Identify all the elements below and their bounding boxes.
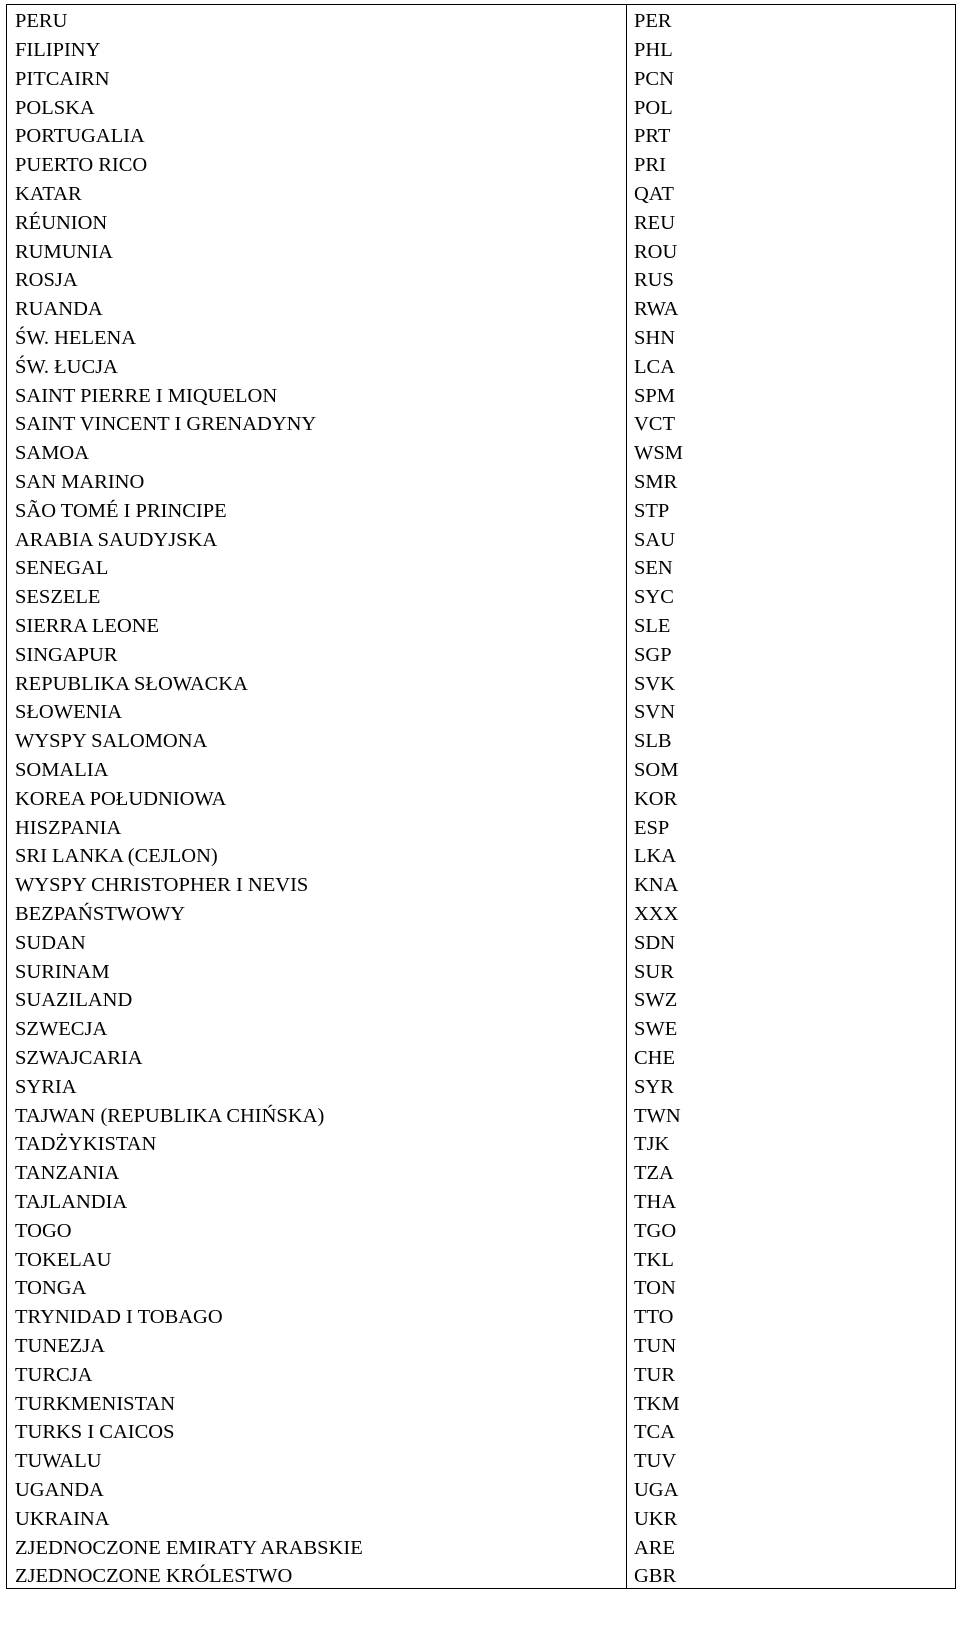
country-name-cell: TADŻYKISTAN — [7, 1128, 627, 1157]
country-code-cell: SWZ — [627, 984, 956, 1013]
table-row — [7, 897, 956, 926]
country-name-cell: TUWALU — [7, 1444, 627, 1473]
country-name-cell: RUMUNIA — [7, 235, 627, 264]
table-row — [7, 840, 956, 869]
country-name-cell: PERU — [7, 5, 627, 34]
country-code-cell: SLE — [627, 609, 956, 638]
country-code-cell: SVN — [627, 696, 956, 725]
country-code-cell: TCA — [627, 1416, 956, 1445]
country-name-cell: TAJLANDIA — [7, 1185, 627, 1214]
country-name-cell: SAMOA — [7, 436, 627, 465]
country-name-cell: SAN MARINO — [7, 465, 627, 494]
country-name-cell: RÉUNION — [7, 206, 627, 235]
country-code-cell: SHN — [627, 321, 956, 350]
table-row — [7, 177, 956, 206]
country-name-cell: SOMALIA — [7, 753, 627, 782]
table-row — [7, 724, 956, 753]
table-row — [7, 696, 956, 725]
country-code-cell: TUV — [627, 1444, 956, 1473]
table-row — [7, 580, 956, 609]
country-name-cell: KATAR — [7, 177, 627, 206]
country-name-cell: SŁOWENIA — [7, 696, 627, 725]
country-code-cell: SPM — [627, 379, 956, 408]
table-row — [7, 609, 956, 638]
country-name-cell: ZJEDNOCZONE EMIRATY ARABSKIE — [7, 1531, 627, 1560]
country-name-cell: UGANDA — [7, 1473, 627, 1502]
table-row — [7, 753, 956, 782]
country-name-cell: REPUBLIKA SŁOWACKA — [7, 667, 627, 696]
country-code-cell: ESP — [627, 811, 956, 840]
country-name-cell: SURINAM — [7, 955, 627, 984]
country-name-cell: WYSPY CHRISTOPHER I NEVIS — [7, 868, 627, 897]
country-code-cell: SMR — [627, 465, 956, 494]
country-name-cell: SUDAN — [7, 926, 627, 955]
country-code-cell: SLB — [627, 724, 956, 753]
country-name-cell: TOKELAU — [7, 1243, 627, 1272]
country-code-cell: RWA — [627, 292, 956, 321]
country-code-cell: TZA — [627, 1156, 956, 1185]
table-row — [7, 1156, 956, 1185]
table-row — [7, 955, 956, 984]
country-name-cell: SZWECJA — [7, 1012, 627, 1041]
table-row — [7, 465, 956, 494]
country-name-cell: SAINT VINCENT I GRENADYNY — [7, 408, 627, 437]
country-name-cell: SENEGAL — [7, 552, 627, 581]
table-row — [7, 494, 956, 523]
country-name-cell: WYSPY SALOMONA — [7, 724, 627, 753]
table-row — [7, 148, 956, 177]
table-row — [7, 350, 956, 379]
country-code-cell: PER — [627, 5, 956, 34]
country-code-cell: TGO — [627, 1214, 956, 1243]
country-code-cell: SYC — [627, 580, 956, 609]
country-name-cell: RUANDA — [7, 292, 627, 321]
country-code-cell: VCT — [627, 408, 956, 437]
country-name-cell: SZWAJCARIA — [7, 1041, 627, 1070]
country-name-cell: UKRAINA — [7, 1502, 627, 1531]
country-name-cell: TRYNIDAD I TOBAGO — [7, 1300, 627, 1329]
table-row — [7, 1502, 956, 1531]
country-code-cell: TON — [627, 1272, 956, 1301]
country-name-cell: KOREA POŁUDNIOWA — [7, 782, 627, 811]
country-name-cell: TURKMENISTAN — [7, 1387, 627, 1416]
country-name-cell: ARABIA SAUDYJSKA — [7, 523, 627, 552]
table-row — [7, 206, 956, 235]
country-name-cell: ŚW. HELENA — [7, 321, 627, 350]
country-name-cell: SIERRA LEONE — [7, 609, 627, 638]
country-code-cell: UKR — [627, 1502, 956, 1531]
country-code-cell: PRI — [627, 148, 956, 177]
country-code-cell: SVK — [627, 667, 956, 696]
country-name-cell: FILIPINY — [7, 33, 627, 62]
country-code-cell: SWE — [627, 1012, 956, 1041]
country-code-cell: RUS — [627, 264, 956, 293]
country-code-cell: LKA — [627, 840, 956, 869]
country-code-cell: PRT — [627, 120, 956, 149]
country-name-cell: PORTUGALIA — [7, 120, 627, 149]
table-row — [7, 984, 956, 1013]
table-row — [7, 1243, 956, 1272]
country-code-cell: THA — [627, 1185, 956, 1214]
country-name-cell: ŚW. ŁUCJA — [7, 350, 627, 379]
table-row — [7, 926, 956, 955]
country-code-cell: TKL — [627, 1243, 956, 1272]
table-row — [7, 1070, 956, 1099]
table-row — [7, 33, 956, 62]
country-name-cell: BEZPAŃSTWOWY — [7, 897, 627, 926]
country-name-cell: TUNEZJA — [7, 1329, 627, 1358]
country-code-cell: SOM — [627, 753, 956, 782]
country-code-cell: SAU — [627, 523, 956, 552]
table-row — [7, 1214, 956, 1243]
country-code-cell: SDN — [627, 926, 956, 955]
country-name-cell: SUAZILAND — [7, 984, 627, 1013]
country-code-cell: TJK — [627, 1128, 956, 1157]
country-name-cell: TURCJA — [7, 1358, 627, 1387]
country-name-cell: SYRIA — [7, 1070, 627, 1099]
country-name-cell: PITCAIRN — [7, 62, 627, 91]
country-code-table — [6, 4, 956, 1589]
table-row — [7, 292, 956, 321]
country-code-cell: TTO — [627, 1300, 956, 1329]
country-name-cell: SINGAPUR — [7, 638, 627, 667]
country-name-cell: SESZELE — [7, 580, 627, 609]
table-row — [7, 1300, 956, 1329]
country-code-cell: UGA — [627, 1473, 956, 1502]
country-code-cell: SEN — [627, 552, 956, 581]
table-row — [7, 5, 956, 34]
table-row — [7, 1416, 956, 1445]
table-row — [7, 235, 956, 264]
table-row — [7, 782, 956, 811]
country-name-cell: SAINT PIERRE I MIQUELON — [7, 379, 627, 408]
country-name-cell: SÃO TOMÉ I PRINCIPE — [7, 494, 627, 523]
table-row — [7, 667, 956, 696]
country-name-cell: TOGO — [7, 1214, 627, 1243]
country-code-cell: PHL — [627, 33, 956, 62]
country-code-cell: REU — [627, 206, 956, 235]
country-code-cell: TUN — [627, 1329, 956, 1358]
country-code-cell: SUR — [627, 955, 956, 984]
table-row — [7, 120, 956, 149]
table-row — [7, 408, 956, 437]
country-code-cell: XXX — [627, 897, 956, 926]
table-row — [7, 436, 956, 465]
country-code-cell: SYR — [627, 1070, 956, 1099]
table-row — [7, 1560, 956, 1589]
country-code-cell: ARE — [627, 1531, 956, 1560]
country-name-cell: HISZPANIA — [7, 811, 627, 840]
country-code-cell: LCA — [627, 350, 956, 379]
country-name-cell: TURKS I CAICOS — [7, 1416, 627, 1445]
country-name-cell: TANZANIA — [7, 1156, 627, 1185]
table-row — [7, 1329, 956, 1358]
table-row — [7, 1041, 956, 1070]
table-row — [7, 321, 956, 350]
table-row — [7, 264, 956, 293]
country-code-cell: SGP — [627, 638, 956, 667]
table-row — [7, 1272, 956, 1301]
country-name-cell: TONGA — [7, 1272, 627, 1301]
table-row — [7, 91, 956, 120]
country-name-cell: ROSJA — [7, 264, 627, 293]
table-row — [7, 379, 956, 408]
table-row — [7, 1012, 956, 1041]
table-row — [7, 868, 956, 897]
country-code-table-body — [7, 5, 956, 1589]
country-name-cell: SRI LANKA (CEJLON) — [7, 840, 627, 869]
table-row — [7, 1358, 956, 1387]
country-code-cell: KOR — [627, 782, 956, 811]
country-code-cell: ROU — [627, 235, 956, 264]
table-row — [7, 1531, 956, 1560]
table-row — [7, 811, 956, 840]
document-page — [6, 4, 956, 1589]
table-row — [7, 552, 956, 581]
country-code-cell: STP — [627, 494, 956, 523]
country-code-cell: QAT — [627, 177, 956, 206]
table-row — [7, 1473, 956, 1502]
table-row — [7, 1387, 956, 1416]
country-code-cell: POL — [627, 91, 956, 120]
table-row — [7, 1185, 956, 1214]
table-row — [7, 1099, 956, 1128]
country-code-cell: CHE — [627, 1041, 956, 1070]
country-code-cell: PCN — [627, 62, 956, 91]
country-code-cell: TUR — [627, 1358, 956, 1387]
country-name-cell: ZJEDNOCZONE KRÓLESTWO — [7, 1560, 627, 1589]
table-row — [7, 62, 956, 91]
country-code-cell: WSM — [627, 436, 956, 465]
country-code-cell: TKM — [627, 1387, 956, 1416]
table-row — [7, 638, 956, 667]
table-row — [7, 523, 956, 552]
country-code-cell: KNA — [627, 868, 956, 897]
country-code-cell: GBR — [627, 1560, 956, 1589]
country-name-cell: POLSKA — [7, 91, 627, 120]
table-row — [7, 1128, 956, 1157]
country-code-cell: TWN — [627, 1099, 956, 1128]
country-name-cell: TAJWAN (REPUBLIKA CHIŃSKA) — [7, 1099, 627, 1128]
table-row — [7, 1444, 956, 1473]
country-name-cell: PUERTO RICO — [7, 148, 627, 177]
